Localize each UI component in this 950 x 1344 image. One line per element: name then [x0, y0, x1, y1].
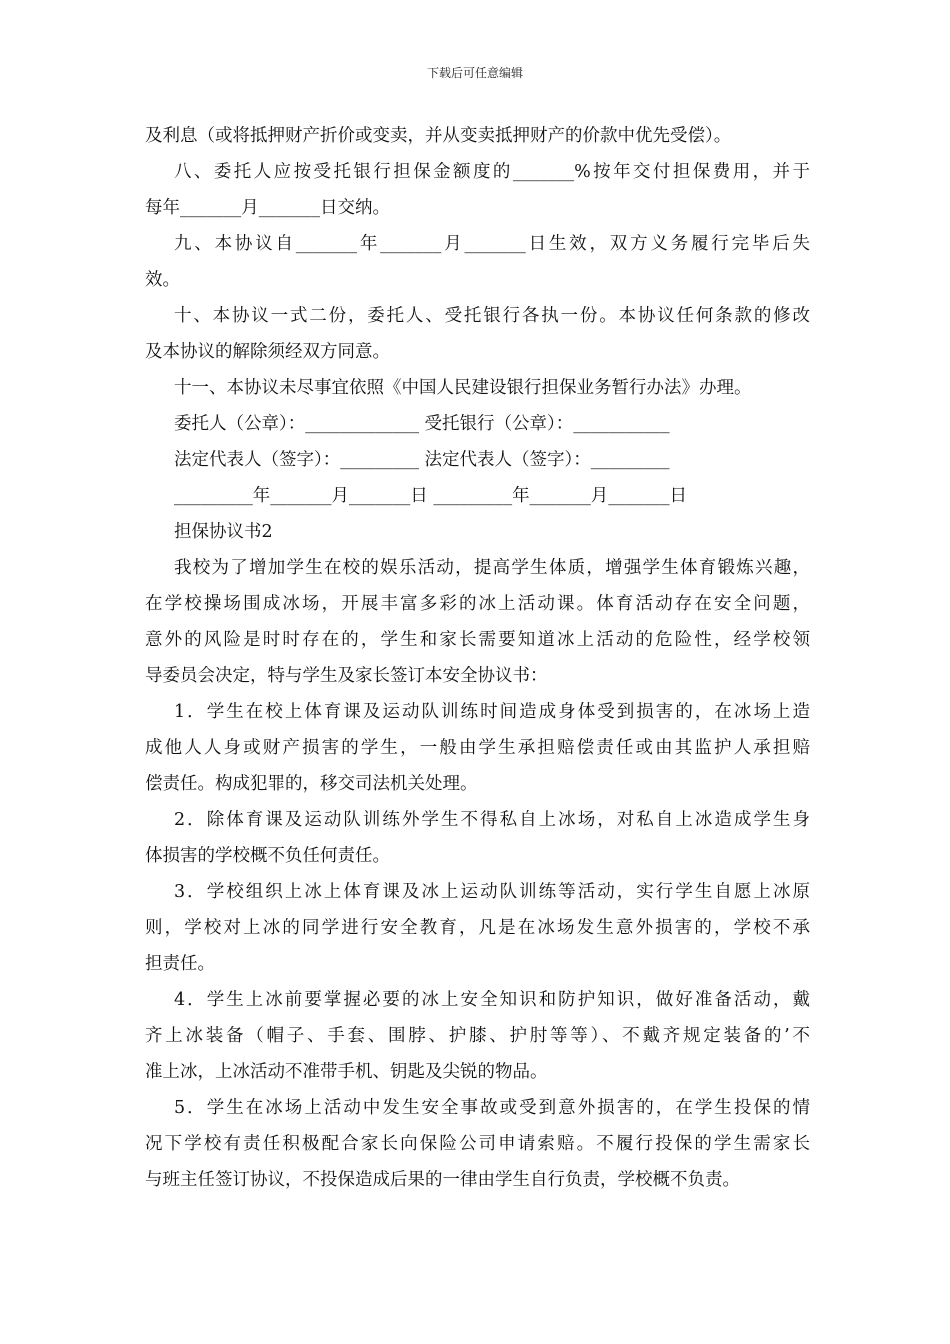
- text-line: 八、委托人应按受托银行担保金额度的_______%按年交付担保费用，并于: [174, 162, 810, 182]
- text-line: 及本协议的解除须经双方同意。: [145, 342, 390, 362]
- text-line: 4．学生上冰前要掌握必要的冰上安全知识和防护知识，做好准备活动，戴: [174, 990, 810, 1010]
- text-line: 担保协议书2: [174, 522, 273, 542]
- text-line: 担责任。: [145, 954, 215, 974]
- text-line: 2．除体育课及运动队训练外学生不得私自上冰场，对私自上冰造成学生身: [174, 810, 810, 830]
- text-line: 十、本协议一式二份，委托人、受托银行各执一份。本协议任何条款的修改: [174, 306, 810, 326]
- text-line: _________年_______月_______日 _________年_______月_______日: [174, 486, 688, 506]
- text-line: 则，学校对上冰的同学进行安全教育，凡是在冰场发生意外损害的，学校不承: [145, 918, 810, 938]
- text-line: 意外的风险是时时存在的，学生和家长需要知道冰上活动的危险性，经学校领: [145, 630, 810, 650]
- page-header: 下载后可任意编辑: [426, 66, 523, 80]
- text-line: 十一、本协议未尽事宜依照《中国人民建设银行担保业务暂行办法》办理。: [174, 378, 752, 398]
- text-line: 齐上冰装备（帽子、手套、围脖、护膝、护肘等等）、不戴齐规定装备的’不: [145, 1026, 810, 1046]
- text-line: 在学校操场围成冰场，开展丰富多彩的冰上活动课。体育活动存在安全问题，: [145, 594, 810, 614]
- text-line: 及利息（或将抵押财产折价或变卖，并从变卖抵押财产的价款中优先受偿）。: [145, 126, 732, 146]
- text-line: 况下学校有责任积极配合家长向保险公司申请索赔。不履行投保的学生需家长: [145, 1134, 810, 1154]
- text-line: 5．学生在冰场上活动中发生安全事故或受到意外损害的，在学生投保的情: [174, 1098, 810, 1118]
- document-body: [145, 118, 810, 1198]
- text-line: 每年_______月_______日交纳。: [145, 198, 390, 218]
- text-line: 准上冰，上冰活动不准带手机、钥匙及尖锐的物品。: [145, 1062, 548, 1082]
- text-line: 效。: [145, 270, 180, 290]
- text-line: 导委员会决定，特与学生及家长签订本安全协议书：: [145, 666, 548, 686]
- text-line: 委托人（公章）：_____________ 受托银行（公章）：___________: [174, 414, 670, 434]
- text-line: 3．学校组织上冰上体育课及冰上运动队训练等活动，实行学生自愿上冰原: [174, 882, 810, 902]
- text-line: 我校为了增加学生在校的娱乐活动，提高学生体质，增强学生体育锻炼兴趣，: [174, 558, 810, 578]
- text-line: 偿责任。构成犯罪的，移交司法机关处理。: [145, 774, 478, 794]
- text-line: 1．学生在校上体育课及运动队训练时间造成身体受到损害的，在冰场上造: [174, 702, 810, 722]
- text-line: 九、本协议自_______年_______月_______日生效，双方义务履行完毕后失: [174, 234, 810, 254]
- text-line: 体损害的学校概不负任何责任。: [145, 846, 390, 866]
- text-line: 成他人人身或财产损害的学生，一般由学生承担赔偿责任或由其监护人承担赔: [145, 738, 810, 758]
- text-line: 法定代表人（签字）：_________ 法定代表人（签字）：_________: [174, 450, 670, 470]
- text-line: 与班主任签订协议，不投保造成后果的一律由学生自行负责，学校概不负责。: [145, 1170, 740, 1190]
